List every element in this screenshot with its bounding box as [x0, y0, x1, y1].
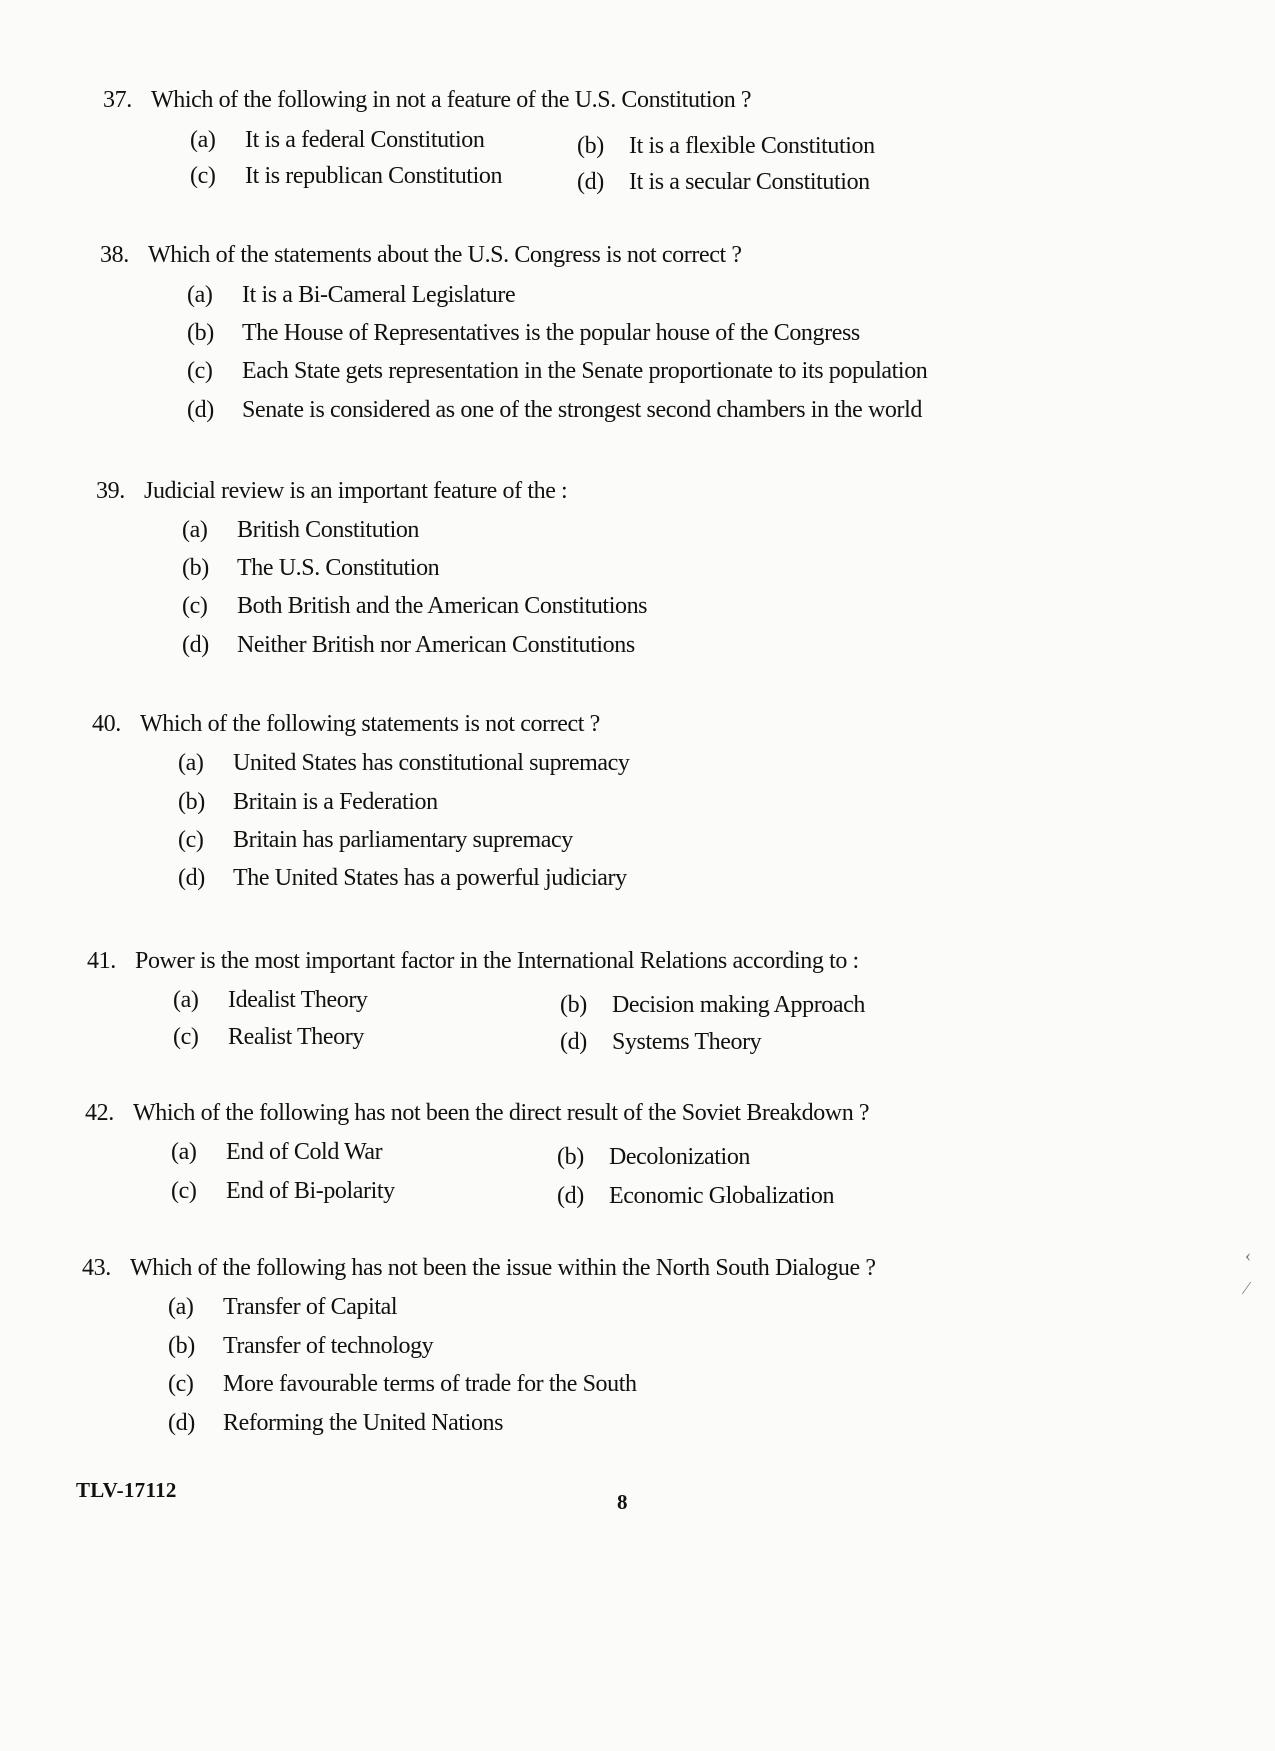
- option-text: The House of Representatives is the popular house of the Congress: [242, 320, 860, 346]
- question-text: Which of the following statements is not correct ?: [140, 711, 600, 737]
- option-39b: [182, 555, 439, 582]
- question-41: [87, 949, 859, 973]
- option-label: (d): [182, 632, 209, 658]
- option-label: (b): [168, 1333, 195, 1359]
- option-42b: [557, 1144, 750, 1171]
- option-label: (b): [560, 992, 587, 1018]
- option-43c: [168, 1371, 637, 1398]
- scan-mark: ⁄: [1245, 1278, 1249, 1298]
- option-label: (b): [577, 133, 604, 159]
- option-label: (a): [173, 987, 199, 1013]
- option-42a: [171, 1139, 382, 1166]
- option-text: Each State gets representation in the Senate proportionate to its population: [242, 358, 928, 384]
- option-text: It is a flexible Constitution: [629, 133, 875, 159]
- option-text: It is a Bi-Cameral Legislature: [242, 282, 516, 308]
- option-label: (a): [168, 1294, 194, 1320]
- question-stem: [96, 479, 567, 503]
- question-number: 39.: [96, 478, 125, 504]
- option-text: Realist Theory: [228, 1024, 364, 1050]
- option-text: Both British and the American Constitutions: [237, 593, 648, 619]
- question-37: [103, 88, 751, 112]
- question-39: [96, 479, 567, 503]
- option-37d: [577, 169, 870, 196]
- option-39d: [182, 632, 635, 659]
- question-stem: [103, 88, 751, 112]
- option-text: It is a secular Constitution: [629, 169, 870, 195]
- option-38c: [187, 358, 927, 385]
- option-41c: [173, 1024, 364, 1051]
- option-text: Britain is a Federation: [233, 789, 438, 815]
- option-38b: [187, 320, 860, 347]
- option-text: Neither British nor American Constitutions: [237, 632, 635, 658]
- option-label: (a): [187, 282, 213, 308]
- option-text: Senate is considered as one of the strongest second chambers in the world: [242, 397, 922, 423]
- option-text: United States has constitutional supremacy: [233, 750, 630, 776]
- option-label: (c): [178, 827, 204, 853]
- option-text: Transfer of Capital: [223, 1294, 398, 1320]
- option-43d: [168, 1410, 503, 1437]
- question-number: 43.: [82, 1255, 111, 1281]
- question-text: Which of the following has not been the issue within the North South Dialogue ?: [130, 1255, 876, 1281]
- question-text: Which of the following in not a feature of the U.S. Constitution ?: [151, 87, 752, 113]
- option-43b: [168, 1333, 433, 1360]
- option-38d: [187, 397, 922, 424]
- question-stem: [100, 243, 742, 267]
- option-text: It is a federal Constitution: [245, 127, 485, 153]
- question-stem: [87, 949, 859, 973]
- option-37c: [190, 163, 502, 190]
- option-text: Reforming the United Nations: [223, 1410, 504, 1436]
- option-label: (c): [173, 1024, 199, 1050]
- question-stem: [85, 1101, 869, 1125]
- option-text: Decolonization: [609, 1144, 751, 1170]
- option-text: Transfer of technology: [223, 1333, 434, 1359]
- option-label: (d): [178, 865, 205, 891]
- option-text: Idealist Theory: [228, 987, 368, 1013]
- option-40d: [178, 865, 627, 892]
- option-label: (a): [178, 750, 204, 776]
- question-number: 38.: [100, 242, 129, 268]
- question-number: 42.: [85, 1100, 114, 1126]
- option-label: (d): [168, 1410, 195, 1436]
- option-40c: [178, 827, 573, 854]
- option-41b: [560, 992, 865, 1019]
- question-number: 37.: [103, 87, 132, 113]
- option-37a: [190, 127, 484, 154]
- option-text: British Constitution: [237, 517, 420, 543]
- option-text: The U.S. Constitution: [237, 555, 440, 581]
- option-label: (c): [182, 593, 208, 619]
- option-text: Britain has parliamentary supremacy: [233, 827, 573, 853]
- document-code: TLV-17112: [76, 1478, 177, 1502]
- question-40: [92, 712, 600, 736]
- option-text: The United States has a powerful judiciary: [233, 865, 627, 891]
- question-42: [85, 1101, 869, 1125]
- question-43: [82, 1256, 876, 1280]
- option-label: (a): [171, 1139, 197, 1165]
- option-label: (b): [182, 555, 209, 581]
- option-text: More favourable terms of trade for the South: [223, 1371, 637, 1397]
- option-39a: [182, 517, 419, 544]
- question-stem: [82, 1256, 876, 1280]
- page-number: 8: [617, 1490, 628, 1514]
- option-label: (a): [190, 127, 216, 153]
- option-text: Systems Theory: [612, 1029, 762, 1055]
- option-text: End of Cold War: [226, 1139, 383, 1165]
- option-label: (d): [187, 397, 214, 423]
- question-38: [100, 243, 742, 267]
- option-38a: [187, 282, 515, 309]
- option-text: Decision making Approach: [612, 992, 866, 1018]
- option-label: (b): [557, 1144, 584, 1170]
- question-number: 40.: [92, 711, 121, 737]
- question-text: Which of the following has not been the direct result of the Soviet Breakdown ?: [133, 1100, 870, 1126]
- option-text: Economic Globalization: [609, 1183, 835, 1209]
- option-41d: [560, 1029, 761, 1056]
- option-label: (d): [577, 169, 604, 195]
- option-43a: [168, 1294, 397, 1321]
- option-37b: [577, 133, 875, 160]
- question-text: Judicial review is an important feature of the :: [144, 478, 568, 504]
- option-label: (d): [557, 1183, 584, 1209]
- question-stem: [92, 712, 600, 736]
- option-40b: [178, 789, 438, 816]
- option-39c: [182, 593, 647, 620]
- option-label: (c): [187, 358, 213, 384]
- option-label: (c): [190, 163, 216, 189]
- option-text: End of Bi-polarity: [226, 1178, 395, 1204]
- option-label: (a): [182, 517, 208, 543]
- option-label: (b): [178, 789, 205, 815]
- option-42c: [171, 1178, 395, 1205]
- option-label: (c): [171, 1178, 197, 1204]
- option-text: It is republican Constitution: [245, 163, 503, 189]
- question-text: Which of the statements about the U.S. Congress is not correct ?: [148, 242, 742, 268]
- option-label: (d): [560, 1029, 587, 1055]
- option-41a: [173, 987, 368, 1014]
- question-number: 41.: [87, 948, 116, 974]
- option-label: (c): [168, 1371, 194, 1397]
- question-text: Power is the most important factor in the International Relations according to :: [135, 948, 859, 974]
- option-label: (b): [187, 320, 214, 346]
- scan-mark: ‹: [1245, 1245, 1251, 1265]
- option-40a: [178, 750, 629, 777]
- option-42d: [557, 1183, 834, 1210]
